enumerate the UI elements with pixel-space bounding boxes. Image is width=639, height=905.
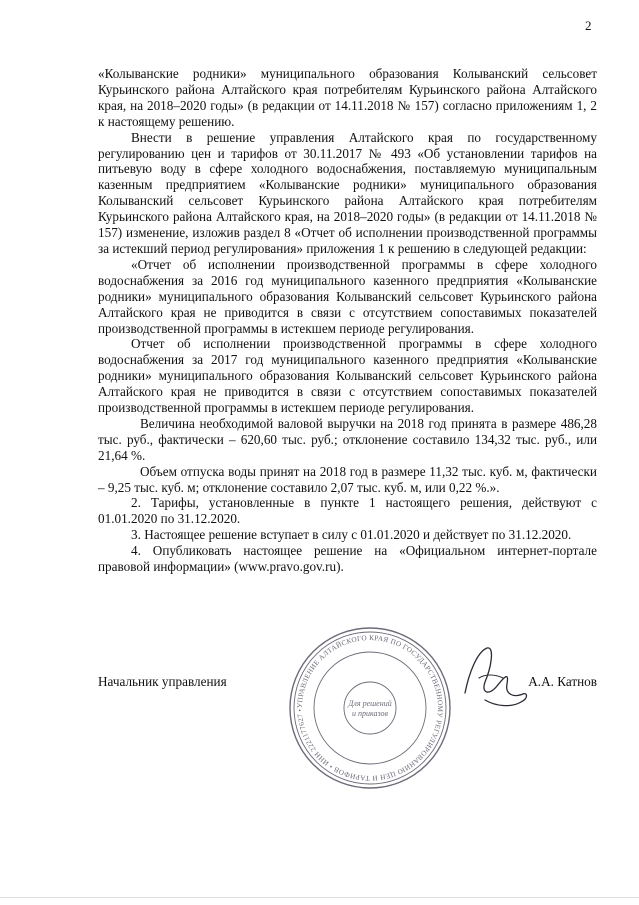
page-number: 2 — [585, 18, 592, 33]
paragraph-report-2016: «Отчет об исполнении производственной программы в сфере холодного водоснабжения за 2016 год муниципального казенного предприятия «Колыванские родники» муниципального образования Колыванский сельсовет Курьинского района Алтайского края не приводится в связи с отсутствием сопоставимых показателей производственной программы в истекшем периоде регулирования. — [98, 256, 597, 336]
signature-block — [98, 674, 597, 694]
signer-name: А.А. Катнов — [528, 674, 597, 689]
signer-position: Начальник управления — [98, 674, 227, 689]
paragraph-item-4: 4. Опубликовать настоящее решение на «Официальном интернет-портале правовой информации» (www.pravo.gov.ru). — [98, 543, 597, 575]
paragraph-revenue: Величина необходимой валовой выручки на 2018 год принята в размере 486,28 тыс. руб., фактически – 620,60 тыс. руб.; отклонение составило 134,32 тыс. руб., или 21,64 %. — [98, 415, 597, 463]
scan-edge-line — [0, 897, 639, 898]
paragraph-item-2: 2. Тарифы, установленные в пункте 1 настоящего решения, действуют с 01.01.2020 по 31.12.2020. — [98, 495, 597, 527]
seal-ring-text: УПРАВЛЕНИЕ АЛТАЙСКОГО КРАЯ ПО ГОСУДАРСТВЕННОМУ РЕГУЛИРОВАНИЮ ЦЕН И ТАРИФОВ • ИНН 2221177627 • — [295, 633, 445, 783]
seal-center-line1: Для решений — [348, 699, 392, 708]
paragraph-amendment: Внести в решение управления Алтайского края по государственному регулированию цен и тарифов от 30.11.2017 № 493 «Об установлении тарифов на питьевую воду в сфере холодного водоснабжения, поставляемую муниципальным казенным предприятием «Колыванские родники» муниципального образования Колыванский сельсовет Курьинского района Алтайского края потребителям Курьинского района Алтайского края, на 2018–2020 годы» (в редакции от 14.11.2018 № 157) изменение, изложив раздел 8 «Отчет об исполнении производственной программы за истекший период регулирования» приложения 1 к решению в следующей редакции: — [98, 129, 597, 256]
paragraph-continuation: «Колыванские родники» муниципального образования Колыванский сельсовет Курьинского района Алтайского края потребителям Курьинского района Алтайского края, на 2018–2020 годы» (в редакции от 14.11.2018 № 157) согласно приложениям 1, 2 к настоящему решению. — [98, 66, 597, 129]
paragraph-item-3: 3. Настоящее решение вступает в силу с 01.01.2020 и действует по 31.12.2020. — [131, 527, 572, 543]
paragraph-water-volume: Объем отпуска воды принят на 2018 год в размере 11,32 тыс. куб. м, фактически – 9,25 тыс. куб. м; отклонение составило 2,07 тыс. куб. м, или 0,22 %.». — [98, 463, 597, 495]
paragraph-report-2017: Отчет об исполнении производственной программы в сфере холодного водоснабжения за 2017 год муниципального казенного предприятия «Колыванские родники» муниципального образования Колыванский сельсовет Курьинского района Алтайского края не приводится в связи с отсутствием сопоставимых показателей производственной программы в истекшем периоде регулирования. — [98, 336, 597, 416]
seal-center-line2: и приказов — [351, 709, 389, 718]
official-seal — [280, 618, 460, 798]
document-body — [98, 66, 597, 575]
